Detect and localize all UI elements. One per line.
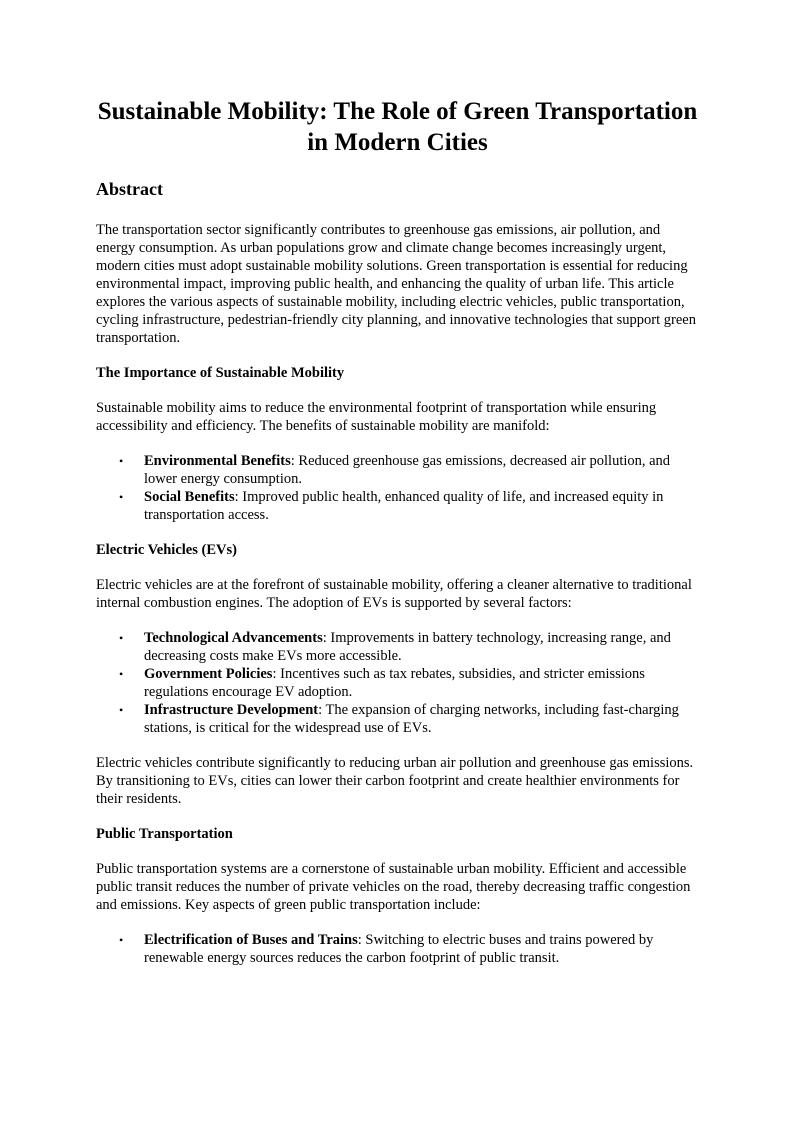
list-item-term: Electrification of Buses and Trains [144, 932, 358, 948]
bullet-icon: • [119, 933, 124, 947]
bullet-icon: • [119, 703, 124, 717]
list-item-term: Environmental Benefits [144, 453, 291, 469]
list-item [119, 629, 699, 665]
evs-outro: Electric vehicles contribute significantly to reducing urban air pollution and greenhouse gas emissions. By transitioning to EVs, cities can lower their carbon footprint and create healthier environments for their residents. [96, 755, 694, 807]
list-item-term: Technological Advancements [144, 630, 323, 646]
evs-intro: Electric vehicles are at the forefront of sustainable mobility, offering a cleaner alternative to traditional internal combustion engines. The adoption of EVs is supported by several factors: [96, 577, 692, 611]
bullet-icon: • [119, 667, 124, 681]
public-transport-heading: Public Transportation [96, 826, 233, 842]
public-transport-list [96, 931, 699, 967]
document-page [96, 96, 699, 984]
public-transport-intro: Public transportation systems are a cornerstone of sustainable urban mobility. Efficient and accessible public transit reduces the number of private vehicles on the road, thereby decreasing traffic congestion and emissions. Key aspects of green public transportation include: [96, 861, 691, 913]
bullet-icon: • [119, 454, 124, 468]
list-item [119, 931, 699, 967]
abstract-text: The transportation sector significantly contributes to greenhouse gas emissions, air pollution, and energy consumption. As urban populations grow and climate change becomes increasingly urgent, modern cities must adopt sustainable mobility solutions. Green transportation is essential for reducing environmental impact, improving public health, and enhancing the quality of urban life. This article explores the various aspects of sustainable mobility, including electric vehicles, public transportation, cycling infrastructure, pedestrian-friendly city planning, and innovative technologies that support green transportation. [96, 222, 696, 346]
list-item-term: Government Policies [144, 666, 273, 682]
list-item [119, 665, 699, 701]
list-item-term: Infrastructure Development [144, 702, 319, 718]
list-item-text: : Improvements in battery technology, increasing range, and decreasing costs make EVs more accessible. [144, 630, 671, 664]
list-item [119, 488, 699, 524]
list-item-text: : Reduced greenhouse gas emissions, decreased air pollution, and lower energy consumption. [144, 453, 671, 487]
list-item-text: : Incentives such as tax rebates, subsidies, and stricter emissions regulations encourage EV adoption. [144, 666, 645, 700]
list-item-text: : The expansion of charging networks, including fast-charging stations, is critical for the widespread use of EVs. [144, 702, 679, 736]
list-item [119, 701, 699, 737]
list-item-term: Social Benefits [144, 489, 235, 505]
bullet-icon: • [119, 631, 124, 645]
list-item-text: : Switching to electric buses and trains powered by renewable energy sources reduces the carbon footprint of public transit. [144, 932, 654, 966]
list-item [119, 452, 699, 488]
list-item-text: : Improved public health, enhanced quality of life, and increased equity in transportation access. [144, 489, 664, 523]
evs-list [96, 629, 699, 737]
importance-list [96, 452, 699, 524]
evs-heading: Electric Vehicles (EVs) [96, 542, 237, 558]
abstract-heading: Abstract [96, 179, 163, 199]
document-title: Sustainable Mobility: The Role of Green Transportation in Modern Cities [97, 98, 698, 156]
bullet-icon: • [119, 490, 124, 504]
importance-intro: Sustainable mobility aims to reduce the environmental footprint of transportation while ensuring accessibility and efficiency. The benefits of sustainable mobility are manifold: [96, 400, 657, 434]
importance-heading: The Importance of Sustainable Mobility [96, 365, 345, 381]
